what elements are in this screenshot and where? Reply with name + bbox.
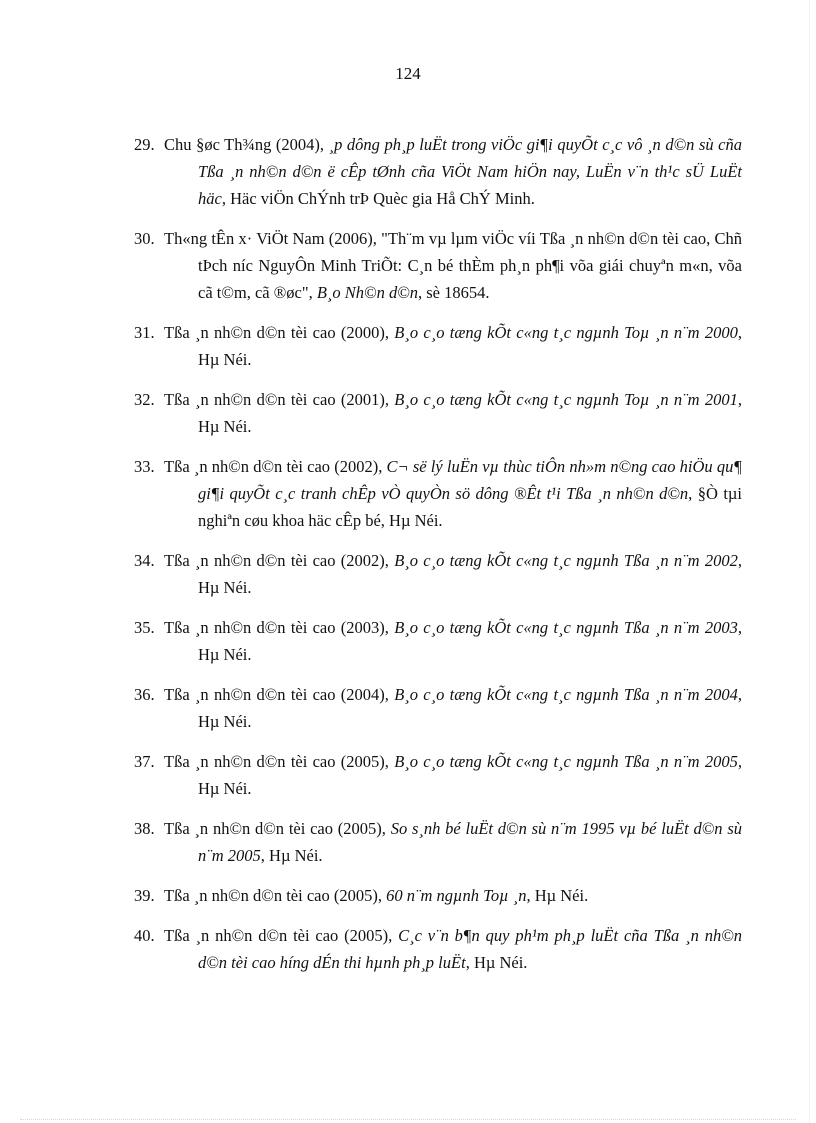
- reference-author: Tßa ¸n nh©n d©n tèi cao (2000),: [164, 323, 395, 342]
- reference-list: [134, 131, 742, 989]
- reference-item: [134, 453, 742, 534]
- reference-author: Tßa ¸n nh©n d©n tèi cao (2002),: [164, 457, 387, 476]
- reference-title: B¸o c¸o tæng kÕt c«ng t¸c ngµnh Tßa ¸n n¨m 2004: [394, 685, 738, 704]
- reference-body: [164, 748, 742, 802]
- reference-author: Tßa ¸n nh©n d©n tèi cao (2005),: [164, 819, 391, 838]
- reference-title: B¸o c¸o tæng kÕt c«ng t¸c ngµnh Toµ ¸n n¨m 2001: [394, 390, 738, 409]
- reference-title: C¬ së lý luËn vµ thùc tiÔn nh»m n©ng cao hiÖu qu¶ gi¶i quyÕt c¸c tranh chÊp vÒ quyÒn sö dông ®Êt t¹i Tßa ¸n nh©n d©n: [198, 457, 742, 503]
- reference-number: 37.: [134, 752, 155, 771]
- page-number: 124: [395, 64, 421, 83]
- reference-publisher: , Hµ Néi.: [198, 752, 742, 798]
- reference-number: 30.: [134, 229, 155, 248]
- reference-item: [134, 614, 742, 668]
- reference-title: B¸o Nh©n d©n: [316, 283, 418, 302]
- reference-publisher: , Hµ Néi.: [526, 886, 589, 905]
- reference-title: B¸o c¸o tæng kÕt c«ng t¸c ngµnh Toµ ¸n n¨m 2000: [394, 323, 738, 342]
- reference-number: 33.: [134, 457, 155, 476]
- reference-item: [134, 748, 742, 802]
- page-right-divider: [809, 0, 810, 1123]
- reference-number: 36.: [134, 685, 155, 704]
- reference-number: 39.: [134, 886, 155, 905]
- reference-title: So s¸nh bé luËt d©n sù n¨m 1995 vµ bé luËt d©n sù n¨m 2005: [198, 819, 742, 865]
- reference-body: [164, 815, 742, 869]
- reference-body: [164, 319, 742, 373]
- reference-title: ¸p dông ph¸p luËt trong viÖc gi¶i quyÕt c¸c vô ¸n d©n sù cña Tßa ¸n nh©n d©n ë cÊp tØnh cña ViÖt Nam hiÖn nay, LuËn v¨n th¹c sÜ LuËt häc: [198, 135, 742, 208]
- reference-item: [134, 922, 742, 976]
- reference-publisher: , Hµ Néi.: [198, 323, 742, 369]
- reference-number: 40.: [134, 926, 155, 945]
- reference-author: Tßa ¸n nh©n d©n tèi cao (2005),: [164, 752, 395, 771]
- reference-body: [164, 453, 742, 534]
- reference-item: [134, 815, 742, 869]
- reference-author: Tßa ¸n nh©n d©n tèi cao (2004),: [164, 685, 395, 704]
- reference-item: [134, 386, 742, 440]
- reference-publisher: , Hµ Néi.: [198, 390, 742, 436]
- reference-author: Tßa ¸n nh©n d©n tèi cao (2005),: [164, 886, 387, 905]
- reference-body: [164, 225, 742, 306]
- reference-item: [134, 225, 742, 306]
- page-bottom-divider: [20, 1119, 796, 1120]
- reference-title: 60 n¨m ngµnh Toµ ¸n: [386, 886, 527, 905]
- reference-author: Tßa ¸n nh©n d©n tèi cao (2001),: [164, 390, 395, 409]
- reference-publisher: , Hµ Néi.: [260, 846, 323, 865]
- reference-number: 32.: [134, 390, 155, 409]
- reference-author: Tßa ¸n nh©n d©n tèi cao (2002),: [164, 551, 395, 570]
- reference-publisher: , Hµ Néi.: [198, 618, 742, 664]
- reference-number: 31.: [134, 323, 155, 342]
- reference-item: [134, 882, 742, 909]
- reference-publisher: , Hµ Néi.: [465, 953, 528, 972]
- reference-body: [164, 547, 742, 601]
- reference-publisher: , Hµ Néi.: [198, 551, 742, 597]
- reference-number: 29.: [134, 135, 155, 154]
- reference-number: 38.: [134, 819, 155, 838]
- reference-author: Chu §øc Th¾ng (2004),: [164, 135, 329, 154]
- reference-publisher: , Hµ Néi.: [198, 685, 742, 731]
- reference-title: B¸o c¸o tæng kÕt c«ng t¸c ngµnh Tßa ¸n n¨m 2003: [394, 618, 738, 637]
- reference-author: Tßa ¸n nh©n d©n tèi cao (2003),: [164, 618, 395, 637]
- reference-item: [134, 131, 742, 212]
- reference-title: B¸o c¸o tæng kÕt c«ng t¸c ngµnh Tßa ¸n n¨m 2005: [394, 752, 738, 771]
- reference-item: [134, 681, 742, 735]
- reference-body: [164, 131, 742, 212]
- reference-body: [164, 614, 742, 668]
- reference-body: [164, 922, 742, 976]
- reference-publisher: , §Ò tµi nghiªn cøu khoa häc cÊp bé, Hµ Néi.: [198, 484, 742, 530]
- reference-number: 34.: [134, 551, 155, 570]
- reference-item: [134, 547, 742, 601]
- reference-body: [164, 386, 742, 440]
- reference-publisher: , Häc viÖn ChÝnh trÞ Quèc gia Hå ChÝ Minh.: [221, 189, 535, 208]
- reference-item: [134, 319, 742, 373]
- reference-title: C¸c v¨n b¶n quy ph¹m ph¸p luËt cña Tßa ¸n nh©n d©n tèi cao híng dÉn thi hµnh ph¸p luËt: [198, 926, 742, 972]
- reference-author: Th«ng tÊn x· ViÖt Nam (2006), "Th¨m vµ lµm viÖc víi Tßa ¸n nh©n d©n tèi cao, Chñ tÞch níc NguyÔn Minh TriÕt: C¸n bé thÈm ph¸n ph¶i võa giái chuyªn m«n, võa cã t©m, cã ®øc",: [164, 229, 742, 302]
- reference-body: [164, 882, 742, 909]
- reference-number: 35.: [134, 618, 155, 637]
- reference-body: [164, 681, 742, 735]
- reference-publisher: , sè 18654.: [418, 283, 490, 302]
- reference-title: B¸o c¸o tæng kÕt c«ng t¸c ngµnh Tßa ¸n n¨m 2002: [394, 551, 738, 570]
- reference-author: Tßa ¸n nh©n d©n tèi cao (2005),: [164, 926, 399, 945]
